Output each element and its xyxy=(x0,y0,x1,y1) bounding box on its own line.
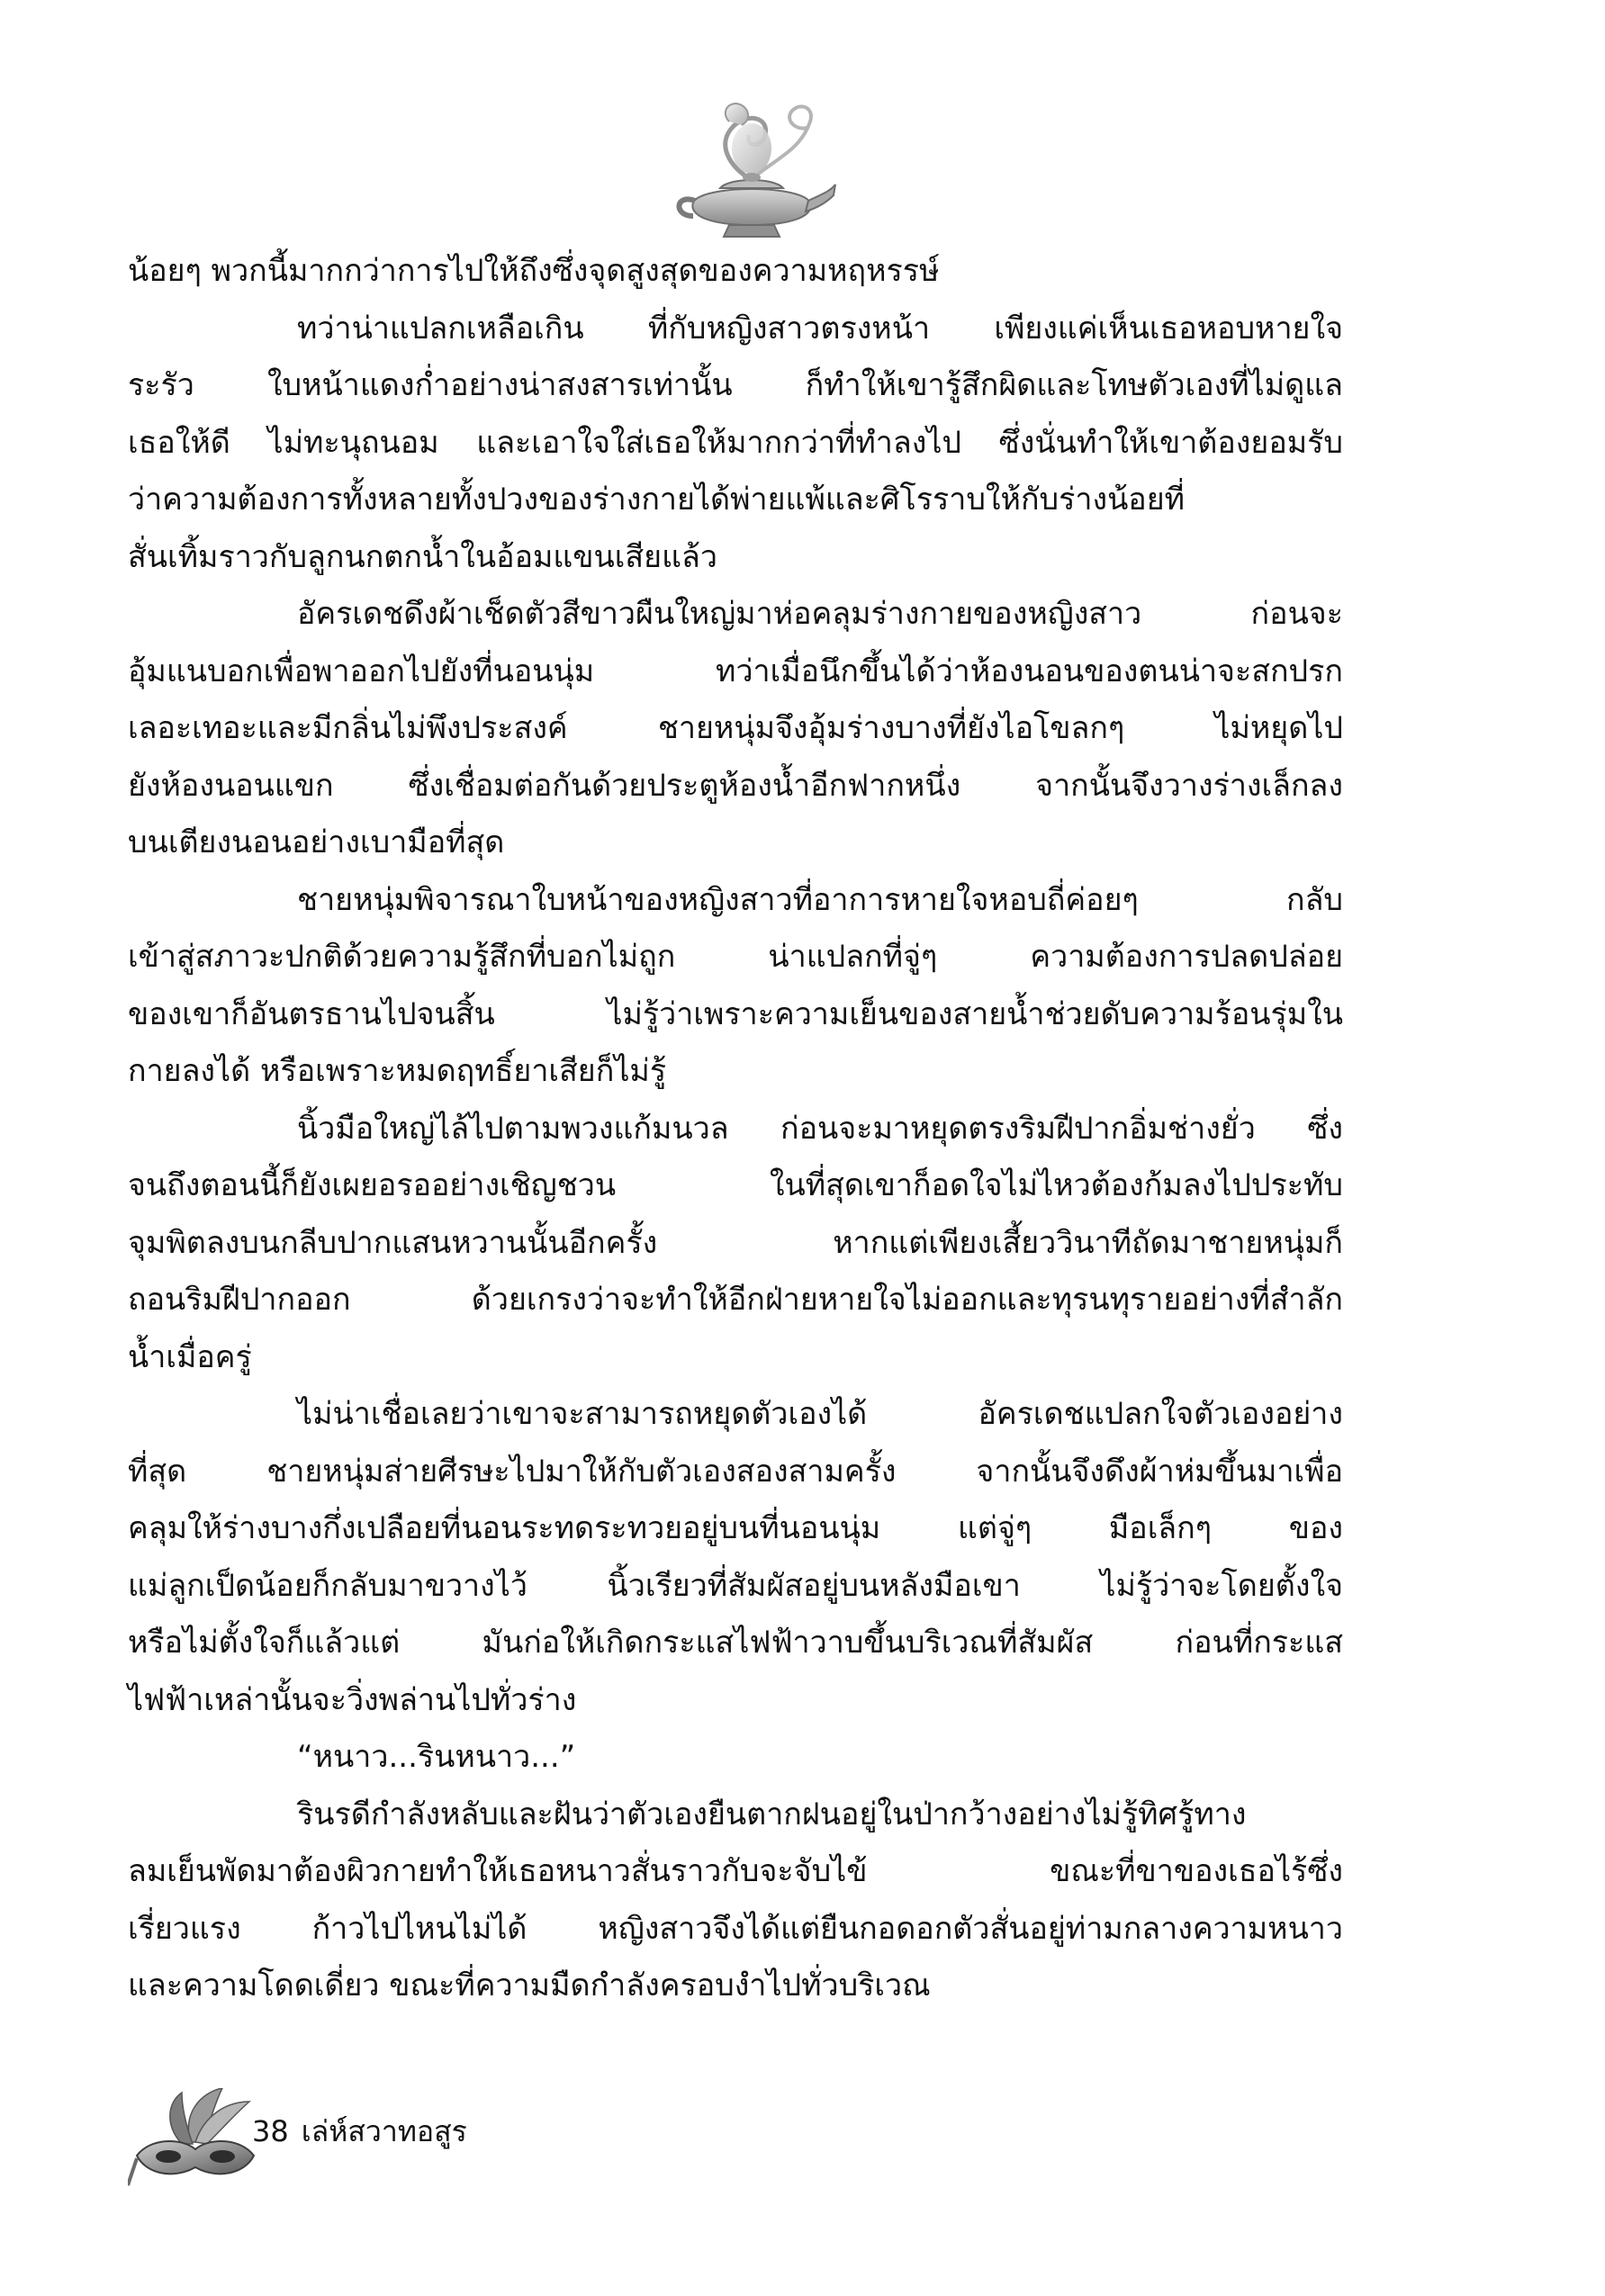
story-text xyxy=(128,243,1343,2015)
text-line: เลอะเทอะและมีกลิ่นไม่พึงประสงค์ ชายหนุ่มจึงอุ้มร่างบางที่ยังไอโขลกๆ ไม่หยุดไป xyxy=(128,710,1343,746)
text-line: อัครเดชดึงผ้าเช็ดตัวสีขาวผืนใหญ่มาห่อคลุมร่างกายของหญิงสาว ก่อนจะ xyxy=(297,596,1343,632)
text-line: กายลงได้ หรือเพราะหมดฤทธิ์ยาเสียก็ไม่รู้ xyxy=(128,1053,667,1089)
text-line: และความโดดเดี่ยว ขณะที่ความมืดกำลังครอบงำไปทั่วบริเวณ xyxy=(128,1967,931,2003)
text-line: จุมพิตลงบนกลีบปากแสนหวานนั้นอีกครั้ง หากแต่เพียงเสี้ยววินาทีถัดมาชายหนุ่มก็ xyxy=(128,1224,1343,1261)
text-line: อุ้มแนบอกเพื่อพาออกไปยังที่นอนนุ่ม ทว่าเมื่อนึกขึ้นได้ว่าห้องนอนของตนน่าจะสกปรก xyxy=(128,653,1343,689)
text-line: เข้าสู่สภาวะปกติด้วยความรู้สึกที่บอกไม่ถูก น่าแปลกที่จู่ๆ ความต้องการปลดปล่อย xyxy=(128,939,1343,975)
text-line: ไฟฟ้าเหล่านั้นจะวิ่งพล่านไปทั่วร่าง xyxy=(128,1681,577,1718)
text-line: หรือไม่ตั้งใจก็แล้วแต่ มันก่อให้เกิดกระแสไฟฟ้าวาบขึ้นบริเวณที่สัมผัส ก่อนที่กระแส xyxy=(128,1625,1343,1661)
text-line: แม่ลูกเป็ดน้อยก็กลับมาขวางไว้ นิ้วเรียวที่สัมผัสอยู่บนหลังมือเขา ไม่รู้ว่าจะโดยตั้งใจ xyxy=(128,1567,1343,1604)
text-line: ทว่าน่าแปลกเหลือเกิน ที่กับหญิงสาวตรงหน้า เพียงแค่เห็นเธอหอบหายใจ xyxy=(297,310,1343,347)
text-line: สั่นเทิ้มราวกับลูกนกตกน้ำในอ้อมแขนเสียแล้ว xyxy=(128,538,717,575)
genie-lamp-icon xyxy=(666,95,837,243)
masquerade-mask-icon xyxy=(128,2088,263,2187)
text-line: คลุมให้ร่างบางกึ่งเปลือยที่นอนระทดระทวยอยู่บนที่นอนนุ่ม แต่จู่ๆ มือเล็กๆ ของ xyxy=(128,1510,1343,1546)
text-line: จนถึงตอนนี้ก็ยังเผยอรออย่างเชิญชวน ในที่สุดเขาก็อดใจไม่ไหวต้องก้มลงไปประทับ xyxy=(128,1167,1343,1203)
text-line: ไม่น่าเชื่อเลยว่าเขาจะสามารถหยุดตัวเองได้ อัครเดชแปลกใจตัวเองอย่าง xyxy=(297,1396,1343,1432)
page-footer xyxy=(128,2088,668,2187)
text-line: ระรัว ใบหน้าแดงก่ำอย่างน่าสงสารเท่านั้น ก็ทำให้เขารู้สึกผิดและโทษตัวเองที่ไม่ดูแล xyxy=(128,367,1343,403)
text-line: “หนาว...รินหนาว...” xyxy=(297,1739,576,1775)
text-line: ถอนริมฝีปากออก ด้วยเกรงว่าจะทำให้อีกฝ่ายหายใจไม่ออกและทุรนทุรายอย่างที่สำลัก xyxy=(128,1282,1343,1318)
page-number: 38 xyxy=(252,2114,289,2148)
text-line: น้อยๆ พวกนี้มากกว่าการไปให้ถึงซึ่งจุดสูงสุดของความหฤหรรษ์ xyxy=(128,253,940,289)
text-line: เรี่ยวแรง ก้าวไปไหนไม่ได้ หญิงสาวจึงได้แต่ยืนกอดอกตัวสั่นอยู่ท่ามกลางความหนาว xyxy=(128,1910,1343,1947)
text-line: ยังห้องนอนแขก ซึ่งเชื่อมต่อกันด้วยประตูห้องน้ำอีกฟากหนึ่ง จากนั้นจึงวางร่างเล็กลง xyxy=(128,767,1343,804)
text-line: ที่สุด ชายหนุ่มส่ายศีรษะไปมาให้กับตัวเองสองสามครั้ง จากนั้นจึงดึงผ้าห่มขึ้นมาเพื่อ xyxy=(128,1453,1343,1490)
text-line: รินรดีกำลังหลับและฝันว่าตัวเองยืนตากฝนอยู่ในป่ากว้างอย่างไม่รู้ทิศรู้ทาง xyxy=(297,1796,1247,1832)
footer-caption xyxy=(252,2113,480,2149)
text-line: นิ้วมือใหญ่ไล้ไปตามพวงแก้มนวล ก่อนจะมาหยุดตรงริมฝีปากอิ่มช่างยั่ว ซึ่ง xyxy=(297,1110,1343,1147)
text-line: เธอให้ดี ไม่ทะนุถนอม และเอาใจใส่เธอให้มากกว่าที่ทำลงไป ซึ่งนั่นทำให้เขาต้องยอมรับ xyxy=(128,424,1343,461)
text-line: น้ำเมื่อครู่ xyxy=(128,1338,252,1375)
text-line: ว่าความต้องการทั้งหลายทั้งปวงของร่างกายได้พ่ายแพ้และศิโรราบให้กับร่างน้อยที่ xyxy=(128,482,1186,518)
text-line: ลมเย็นพัดมาต้องผิวกายทำให้เธอหนาวสั่นราวกับจะจับไข้ ขณะที่ขาของเธอไร้ซึ่ง xyxy=(128,1853,1343,1889)
text-line: ชายหนุ่มพิจารณาใบหน้าของหญิงสาวที่อาการหายใจหอบถี่ค่อยๆ กลับ xyxy=(297,881,1343,918)
text-line: บนเตียงนอนอย่างเบามือที่สุด xyxy=(128,824,505,860)
text-line: ของเขาก็อันตรธานไปจนสิ้น ไม่รู้ว่าเพราะความเย็นของสายน้ำช่วยดับความร้อนรุ่มใน xyxy=(128,995,1343,1032)
book-title: เล่ห์สวาทอสูร xyxy=(301,2114,467,2148)
